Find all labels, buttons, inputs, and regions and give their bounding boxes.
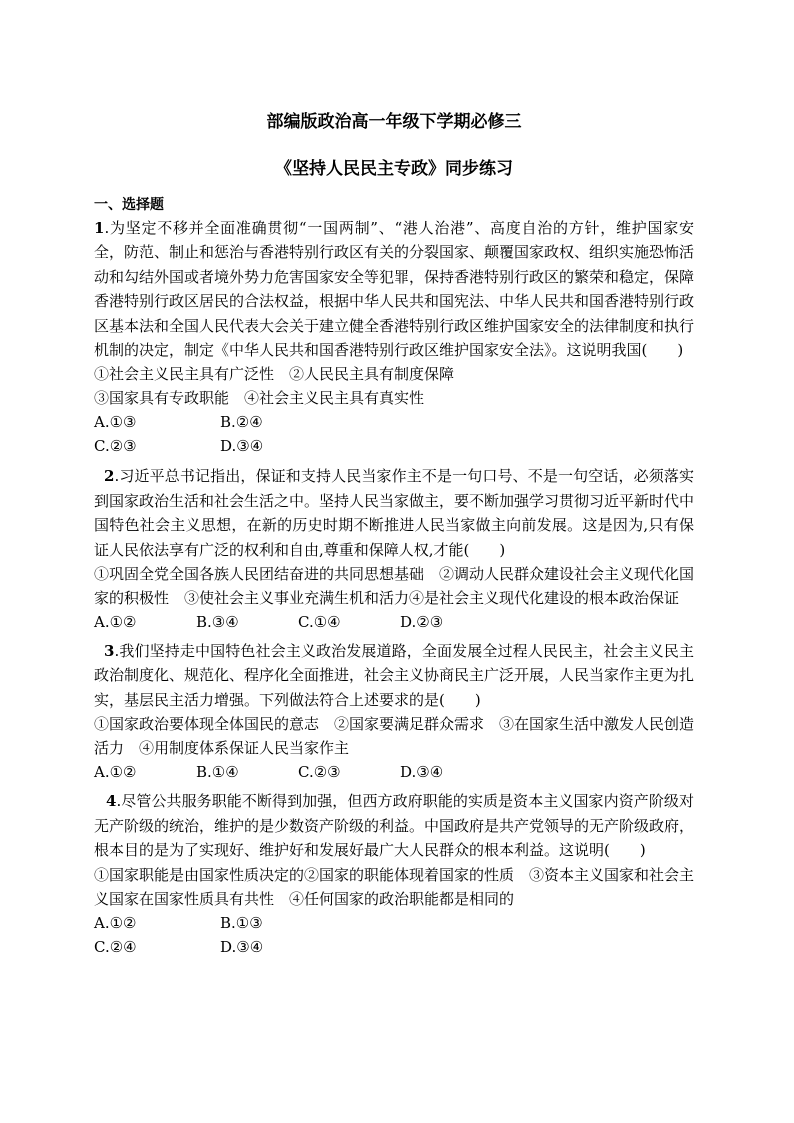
question-4 xyxy=(94,789,694,958)
choice-b[interactable]: B.①④ xyxy=(196,763,239,782)
document-subtitle: 《坚持人民民主专政》同步练习 xyxy=(275,159,513,179)
question-stem xyxy=(94,789,694,862)
answer-choices xyxy=(94,410,346,458)
question-text: .我们坚持走中国特色社会主义政治发展道路，全面发展全过程人民民主，社会主义民主政治制度化、规范化、程序化全面推进，社会主义协商民主广泛开展，人民当家作主更为扎实，基层民主活力增强。下列做法符合上述要求的是( ) xyxy=(94,642,695,709)
question-stem xyxy=(94,639,694,712)
question-number: 4 xyxy=(106,792,117,811)
choice-a[interactable]: A.①② xyxy=(94,613,137,632)
choice-d[interactable]: D.②③ xyxy=(400,613,444,632)
question-text: .尽管公共服务职能不断得到加强，但西方政府职能的实质是资本主义国家内资产阶级对无产阶级的统治，维护的是少数资产阶级的利益。中国政府是共产党领导的无产阶级政府，根本目的是为了实现好、维护好和发展好最广大人民群众的根本利益。这说明( ) xyxy=(94,792,695,860)
choice-c[interactable]: C.①④ xyxy=(298,613,341,632)
document-title: 部编版政治高一年级下学期必修三 xyxy=(266,112,522,132)
choice-c[interactable]: C.②④ xyxy=(94,937,137,956)
question-list xyxy=(94,216,694,959)
question-2 xyxy=(94,464,694,634)
answer-choices xyxy=(94,610,694,634)
choice-c[interactable]: C.②③ xyxy=(94,437,137,456)
choice-c[interactable]: C.②③ xyxy=(298,763,341,782)
answer-choices xyxy=(94,760,694,784)
question-text: .习近平总书记指出，保证和支持人民当家作主不是一句口号、不是一句空话，必须落实到国家政治生活和社会生活之中。坚持人民当家做主，要不断加强学习贯彻习近平新时代中国特色社会主义思想，在新的历史时期不断推进人民当家做主向前发展。这是因为,只有保证人民依法享有广泛的权利和自由,尊重和保障人权,才能( ) xyxy=(94,467,695,559)
choice-d[interactable]: D.③④ xyxy=(220,937,264,956)
choice-b[interactable]: B.②④ xyxy=(220,413,263,432)
question-3 xyxy=(94,639,694,784)
choice-b[interactable]: B.①③ xyxy=(220,913,263,932)
choice-a[interactable]: A.①② xyxy=(94,913,137,932)
option-line: ①国家政治要体现全体国民的意志 ②国家要满足群众需求 ③在国家生活中激发人民创造活力 ④用制度体系保证人民当家作主 xyxy=(94,715,695,758)
choice-a[interactable]: A.①③ xyxy=(94,413,137,432)
question-number: 3 xyxy=(104,642,115,661)
choice-d[interactable]: D.③④ xyxy=(400,763,444,782)
choice-b[interactable]: B.③④ xyxy=(196,613,239,632)
answer-choices xyxy=(94,911,346,959)
question-stem xyxy=(94,216,694,362)
choice-d[interactable]: D.③④ xyxy=(220,437,264,456)
option-line: ①国家职能是由国家性质决定的②国家的职能体现着国家的性质 ③资本主义国家和社会主义国家在国家性质具有共性 ④任何国家的政治职能都是相同的 xyxy=(94,865,695,908)
question-1 xyxy=(94,216,694,458)
option-line: ①社会主义民主具有广泛性 ②人民民主具有制度保障 xyxy=(94,365,455,384)
question-number: 1 xyxy=(94,219,105,237)
section-heading: 一、选择题 xyxy=(94,197,164,213)
option-line: ①巩固全党全国各族人民团结奋进的共同思想基础 ②调动人民群众建设社会主义现代化国家的积极性 ③使社会主义事业充满生机和活力④是社会主义现代化建设的根本政治保证 xyxy=(94,565,695,608)
choice-a[interactable]: A.①② xyxy=(94,763,137,782)
option-line: ③国家具有专政职能 ④社会主义民主具有真实性 xyxy=(94,389,425,408)
question-stem xyxy=(94,464,694,562)
question-text: .为坚定不移并全面准确贯彻“一国两制”、“港人治港”、高度自治的方针，维护国家安全，防范、制止和惩治与香港特别行政区有关的分裂国家、颠覆国家政权、组织实施恐怖活动和勾结外国或者境外势力危害国家安全等犯罪，保持香港特别行政区的繁荣和稳定，保障香港特别行政区居民的合法权益，根据中华人民共和国宪法、中华人民共和国香港特别行政区基本法和全国人民代表大会关于建立健全香港特别行政区维护国家安全的法律制度和执行机制的决定，制定《中华人民共和国香港特别行政区维护国家安全法》。这说明我国( ) xyxy=(94,219,695,360)
question-number: 2 xyxy=(104,467,115,486)
